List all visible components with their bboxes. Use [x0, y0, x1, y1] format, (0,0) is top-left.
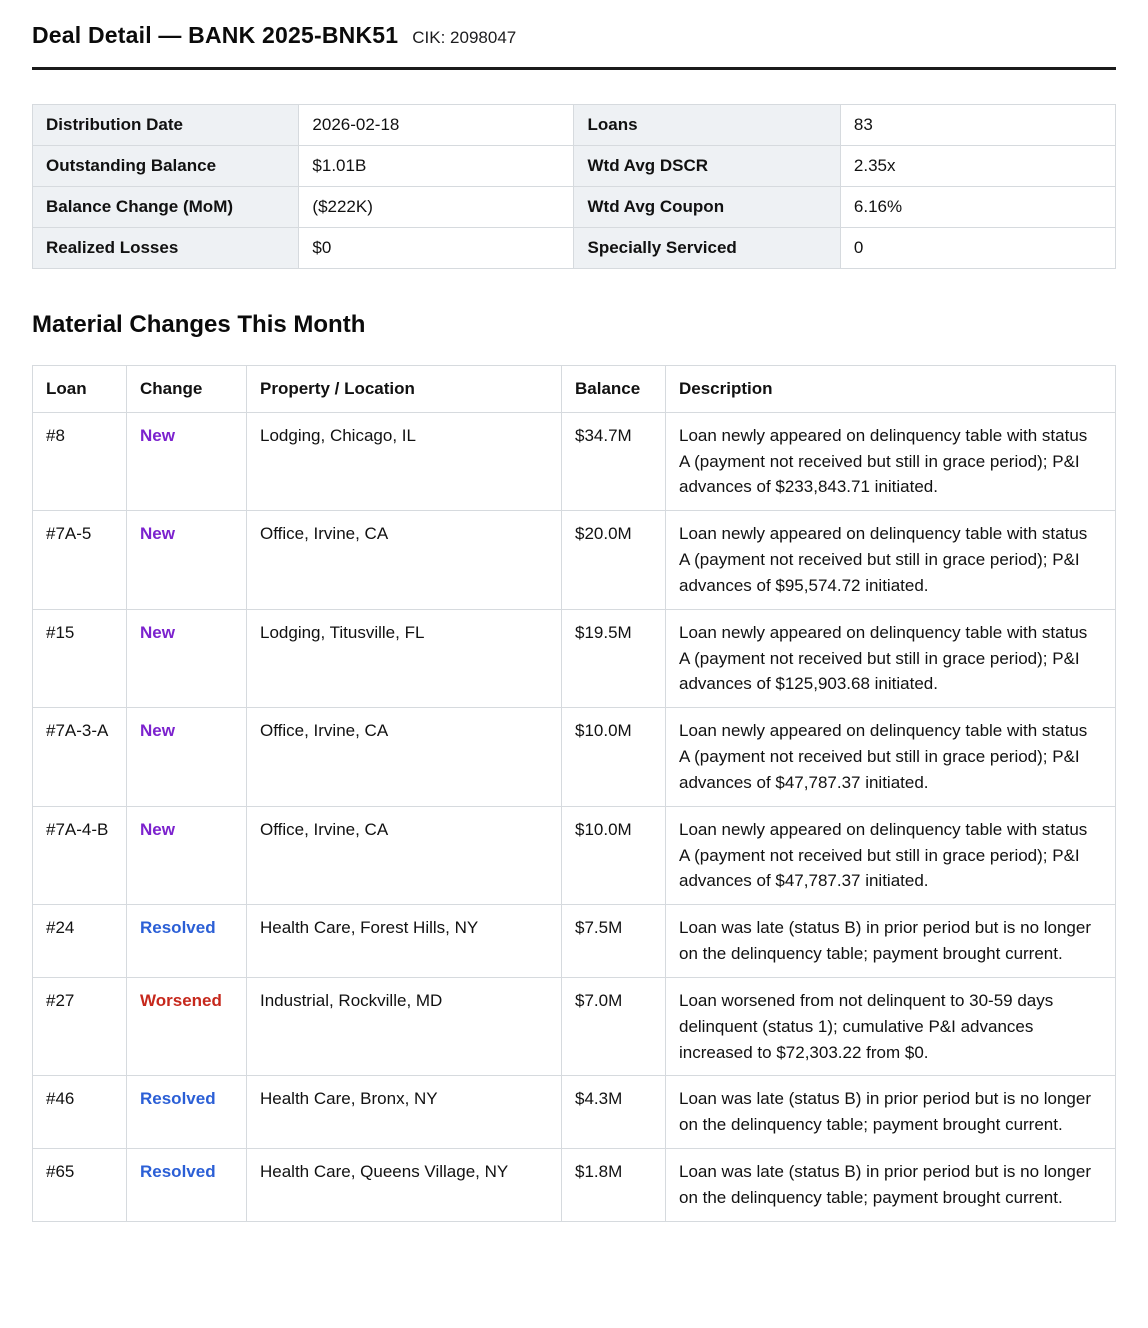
- balance-cell: $7.5M: [562, 905, 666, 978]
- column-header-balance: Balance: [562, 366, 666, 413]
- loan-id-cell: #65: [33, 1149, 127, 1222]
- summary-label: Balance Change (MoM): [33, 187, 299, 228]
- summary-label: Realized Losses: [33, 228, 299, 269]
- change-status-cell: Resolved: [127, 1076, 247, 1149]
- balance-cell: $19.5M: [562, 609, 666, 707]
- property-location-cell: Health Care, Queens Village, NY: [247, 1149, 562, 1222]
- loan-id-cell: #7A-3-A: [33, 708, 127, 806]
- summary-row: [33, 146, 1116, 187]
- summary-label: Wtd Avg DSCR: [574, 146, 840, 187]
- change-status-cell: Worsened: [127, 977, 247, 1075]
- description-cell: Loan was late (status B) in prior period but is no longer on the delinquency table; payment brought current.: [666, 1076, 1116, 1149]
- description-cell: Loan newly appeared on delinquency table with status A (payment not received but still in grace period); P&I advances of $95,574.72 initiated.: [666, 511, 1116, 609]
- change-row: [33, 1149, 1116, 1222]
- change-status-cell: Resolved: [127, 1149, 247, 1222]
- column-header-change: Change: [127, 366, 247, 413]
- description-cell: Loan was late (status B) in prior period but is no longer on the delinquency table; payment brought current.: [666, 1149, 1116, 1222]
- column-header-loan: Loan: [33, 366, 127, 413]
- section-title: Material Changes This Month: [32, 311, 366, 338]
- summary-table: [32, 104, 1116, 269]
- change-row: [33, 511, 1116, 609]
- description-cell: Loan worsened from not delinquent to 30-59 days delinquent (status 1); cumulative P&I advances increased to $72,303.22 from $0.: [666, 977, 1116, 1075]
- change-status-cell: New: [127, 806, 247, 904]
- balance-cell: $10.0M: [562, 708, 666, 806]
- summary-label: Wtd Avg Coupon: [574, 187, 840, 228]
- description-cell: Loan newly appeared on delinquency table with status A (payment not received but still in grace period); P&I advances of $125,903.68 initiated.: [666, 609, 1116, 707]
- page-title: Deal Detail — BANK 2025-BNK51: [32, 22, 399, 48]
- change-status-cell: New: [127, 511, 247, 609]
- summary-value: $1.01B: [299, 146, 574, 187]
- loan-id-cell: #46: [33, 1076, 127, 1149]
- property-location-cell: Lodging, Chicago, IL: [247, 412, 562, 510]
- loan-id-cell: #8: [33, 412, 127, 510]
- property-location-cell: Office, Irvine, CA: [247, 511, 562, 609]
- description-cell: Loan newly appeared on delinquency table with status A (payment not received but still in grace period); P&I advances of $47,787.37 initiated.: [666, 806, 1116, 904]
- balance-cell: $1.8M: [562, 1149, 666, 1222]
- balance-cell: $10.0M: [562, 806, 666, 904]
- changes-header-row: [33, 366, 1116, 413]
- summary-row: [33, 228, 1116, 269]
- change-row: [33, 412, 1116, 510]
- cik-label: CIK: 2098047: [412, 28, 517, 47]
- property-location-cell: Office, Irvine, CA: [247, 806, 562, 904]
- property-location-cell: Industrial, Rockville, MD: [247, 977, 562, 1075]
- summary-label: Loans: [574, 105, 840, 146]
- change-row: [33, 977, 1116, 1075]
- description-cell: Loan newly appeared on delinquency table with status A (payment not received but still in grace period); P&I advances of $47,787.37 initiated.: [666, 708, 1116, 806]
- property-location-cell: Health Care, Forest Hills, NY: [247, 905, 562, 978]
- change-status-cell: New: [127, 708, 247, 806]
- balance-cell: $20.0M: [562, 511, 666, 609]
- summary-row: [33, 187, 1116, 228]
- balance-cell: $34.7M: [562, 412, 666, 510]
- loan-id-cell: #24: [33, 905, 127, 978]
- summary-label: Specially Serviced: [574, 228, 840, 269]
- balance-cell: $4.3M: [562, 1076, 666, 1149]
- summary-value: 2.35x: [840, 146, 1115, 187]
- loan-id-cell: #7A-5: [33, 511, 127, 609]
- property-location-cell: Office, Irvine, CA: [247, 708, 562, 806]
- summary-value: 83: [840, 105, 1115, 146]
- change-row: [33, 1076, 1116, 1149]
- property-location-cell: Lodging, Titusville, FL: [247, 609, 562, 707]
- material-changes-table: [32, 365, 1116, 1222]
- balance-cell: $7.0M: [562, 977, 666, 1075]
- page-header: [32, 14, 1116, 70]
- column-header-description: Description: [666, 366, 1116, 413]
- change-status-cell: New: [127, 412, 247, 510]
- title-line: [32, 22, 1116, 49]
- summary-label: Distribution Date: [33, 105, 299, 146]
- column-header-property-location: Property / Location: [247, 366, 562, 413]
- change-row: [33, 905, 1116, 978]
- header-divider: [32, 67, 1116, 70]
- summary-row: [33, 105, 1116, 146]
- loan-id-cell: #7A-4-B: [33, 806, 127, 904]
- change-status-cell: Resolved: [127, 905, 247, 978]
- property-location-cell: Health Care, Bronx, NY: [247, 1076, 562, 1149]
- loan-id-cell: #27: [33, 977, 127, 1075]
- description-cell: Loan was late (status B) in prior period but is no longer on the delinquency table; payment brought current.: [666, 905, 1116, 978]
- description-cell: Loan newly appeared on delinquency table with status A (payment not received but still in grace period); P&I advances of $233,843.71 initiated.: [666, 412, 1116, 510]
- loan-id-cell: #15: [33, 609, 127, 707]
- summary-value: 2026-02-18: [299, 105, 574, 146]
- summary-value: $0: [299, 228, 574, 269]
- change-row: [33, 609, 1116, 707]
- summary-value: ($222K): [299, 187, 574, 228]
- change-status-cell: New: [127, 609, 247, 707]
- summary-value: 6.16%: [840, 187, 1115, 228]
- change-row: [33, 806, 1116, 904]
- summary-value: 0: [840, 228, 1115, 269]
- change-row: [33, 708, 1116, 806]
- summary-label: Outstanding Balance: [33, 146, 299, 187]
